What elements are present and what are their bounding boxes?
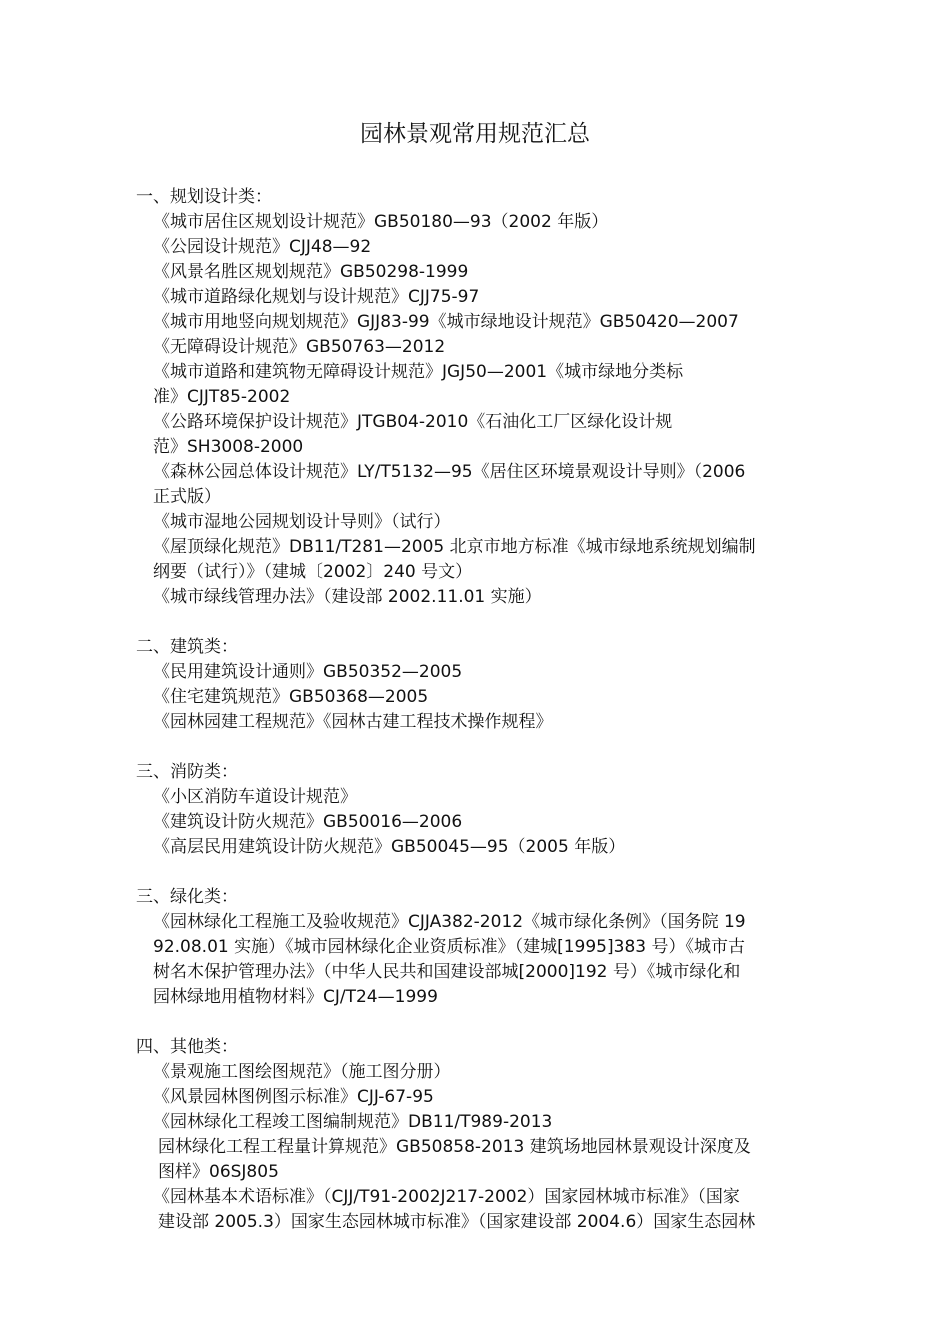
list-item: 《小区消防车道设计规范》 [153,787,357,807]
list-item: 《城市湿地公园规划设计导则》（试行） [153,512,451,532]
list-item: 《景观施工图绘图规范》（施工图分册） [153,1062,451,1082]
document-body [136,185,826,1260]
section-heading: 一、规划设计类： [136,187,272,207]
list-item: 园林绿化工程工程量计算规范》GB50858-2013 建筑场地园林景观设计深度及 [158,1137,751,1157]
section-heading: 三、绿化类： [136,887,238,907]
list-item: 《森林公园总体设计规范》LY/T5132—95《居住区环境景观设计导则》（2006 [153,462,746,482]
section-architecture [136,635,826,735]
list-item: 《城市居住区规划设计规范》GB50180—93（2002 年版） [153,212,609,232]
list-item: 《公路环境保护设计规范》JTGB04-2010《石油化工厂区绿化设计规 [153,412,673,432]
list-item: 《城市道路和建筑物无障碍设计规范》JGJ50—2001《城市绿地分类标 [153,362,684,382]
section-planning [136,185,826,610]
list-item-continuation: 园林绿地用植物材料》CJ/T24—1999 [153,987,438,1007]
section-fire-protection [136,760,826,860]
list-item: 《建筑设计防火规范》GB50016—2006 [153,812,463,832]
section-heading: 二、建筑类： [136,637,238,657]
list-item-continuation: 树名木保护管理办法》（中华人民共和国建设部城[2000]192 号）《城市绿化和 [153,962,741,982]
list-item: 《园林园建工程规范》《园林古建工程技术操作规程》 [153,712,553,732]
list-item: 《园林绿化工程施工及验收规范》CJJA382-2012《城市绿化条例》（国务院 19 [153,912,746,932]
list-item: 《风景名胜区规划规范》GB50298-1999 [153,262,469,282]
list-item: 《无障碍设计规范》GB50763—2012 [153,337,446,357]
section-other [136,1035,826,1235]
list-item: 《屋顶绿化规范》DB11/T281—2005 北京市地方标准《城市绿地系统规划编制 [153,537,756,557]
list-item: 《城市用地竖向规划规范》GJJ83-99《城市绿地设计规范》GB50420—2007 [153,312,739,332]
list-item: 《高层民用建筑设计防火规范》GB50045—95（2005 年版） [153,837,626,857]
section-heading: 三、消防类： [136,762,238,782]
list-item: 《风景园林图例图示标准》CJJ-67-95 [153,1087,434,1107]
list-item: 《公园设计规范》CJJ48—92 [153,237,372,257]
list-item-continuation: 范》SH3008-2000 [153,437,304,457]
list-item-continuation: 建设部 2005.3）国家生态园林城市标准》（国家建设部 2004.6）国家生态园林 [158,1212,756,1232]
list-item: 《园林基本术语标准》（CJJ/T91-2002J217-2002）国家园林城市标准》（国家 [153,1187,740,1207]
document-title: 园林景观常用规范汇总 [360,121,590,147]
section-greening [136,885,826,1010]
section-heading: 四、其他类： [136,1037,238,1057]
list-item-continuation: 准》CJJT85-2002 [153,387,291,407]
list-item: 《民用建筑设计通则》GB50352—2005 [153,662,463,682]
list-item-continuation: 92.08.01 实施）《城市园林绿化企业资质标准》（建城[1995]383 号）《城市古 [153,937,745,957]
list-item-continuation: 正式版） [153,487,221,507]
list-item-continuation: 图样》06SJ805 [158,1162,279,1182]
list-item-continuation: 纲要（试行）》（建城〔2002〕240 号文） [153,562,473,582]
list-item: 《城市道路绿化规划与设计规范》CJJ75-97 [153,287,480,307]
list-item: 《园林绿化工程竣工图编制规范》DB11/T989-2013 [153,1112,553,1132]
list-item: 《城市绿线管理办法》（建设部 2002.11.01 实施） [153,587,542,607]
list-item: 《住宅建筑规范》GB50368—2005 [153,687,429,707]
